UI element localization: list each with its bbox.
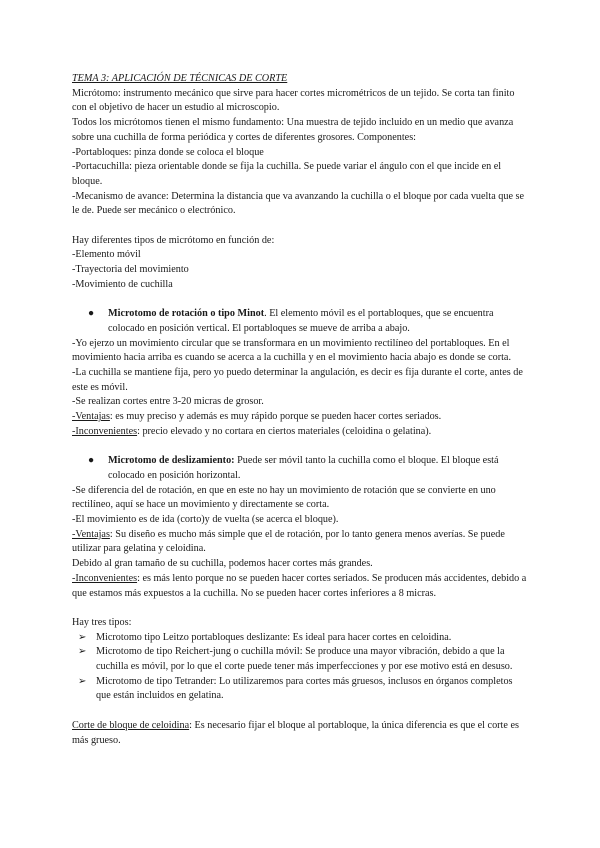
arrow-icon: ➢ xyxy=(78,631,87,643)
bullet-rotation: ● Microtomo de rotación o tipo Minot. El elemento móvil es el portabloques, que se encuentra colocado en posición vertical. El portabloques se mueve de arriba a abajo. xyxy=(88,308,494,334)
component-line: -Portacuchilla: pieza orientable donde se fija la cuchilla. Se puede variar el ángulo con el que incide en el bloque. xyxy=(72,161,502,187)
arrow-icon: ➢ xyxy=(78,646,87,658)
list-line: -Movimiento de cuchilla xyxy=(72,278,173,290)
section-heading: Microtomo de deslizamiento: xyxy=(108,455,235,467)
ventajas-line: -Ventajas: es muy preciso y además es muy rápido porque se pueden hacer cortes seriados. xyxy=(72,411,442,423)
paragraph: -Se realizan cortes entre 3-20 micras de grosor. xyxy=(72,396,264,408)
inconvenientes-line: -Inconvenientes: es más lento porque no se pueden hacer cortes seriados. Se producen más accidentes, debido a que estamos más expuestos a la cuchilla. No se pueden hacer cortes inferiores a 8 micras. xyxy=(72,572,527,599)
bullet-sliding: ● Microtomo de deslizamiento: Puede ser móvil tanto la cuchilla como el bloque. El bloque está colocado en posición horizontal. xyxy=(88,455,499,481)
spacer xyxy=(72,440,528,455)
spacer xyxy=(72,293,528,308)
paragraph: Hay tres tipos: xyxy=(72,616,132,628)
paragraph: Todos los micrótomos tienen el mismo fundamento: Una muestra de tejido incluido en un medio que avanza sobre una cuchilla de forma periódica y cortes de diferentes grosores. Componentes: xyxy=(72,117,514,143)
spacer xyxy=(72,704,528,719)
ventajas-line: -Ventajas: Su diseño es mucho más simple que el de rotación, por lo tanto genera menos averías. Se puede utilizar para gelatina y celoidina. xyxy=(72,528,505,555)
spacer xyxy=(72,601,528,616)
list-item: ➢ Microtomo de tipo Reichert-jung o cuchilla móvil: Se produce una mayor vibración, debido a que la cuchilla es móvil, por lo que el corte puede tener más imperfecciones y por ese motivo está en desuso. xyxy=(78,646,513,673)
bullet-icon: ● xyxy=(88,455,95,467)
component-line: -Portabloques: pinza donde se coloca el bloque xyxy=(72,146,264,158)
bullet-icon: ● xyxy=(88,308,95,320)
paragraph: Hay diferentes tipos de micrótomo en función de: xyxy=(72,234,275,246)
document-page xyxy=(72,72,528,748)
paragraph: -La cuchilla se mantiene fija, pero yo puedo determinar la angulación, es decir es fija durante el corte, antes de este es móvil. xyxy=(72,367,523,393)
paragraph: -Yo ejerzo un movimiento circular que se transformara en un movimiento rectilíneo del portabloques. En el movimiento hacia arriba es cuando se acerca a la cuchilla y en el movimiento hacia abajo es donde se corta. xyxy=(72,337,512,364)
inconvenientes-line: -Inconvenientes: precio elevado y no cortara en ciertos materiales (celoidina o gelatina). xyxy=(72,425,432,437)
paragraph: -El movimiento es de ida (corto)y de vuelta (se acerca el bloque). xyxy=(72,514,339,526)
spacer xyxy=(72,219,528,234)
arrow-icon: ➢ xyxy=(78,675,87,687)
section-heading: Microtomo de rotación o tipo Minot xyxy=(108,308,265,320)
component-line: -Mecanismo de avance: Determina la distancia que va avanzando la cuchilla o el bloque por cada vuelta que se le de. Puede ser mecánico o electrónico. xyxy=(72,190,525,217)
list-line: -Trayectoria del movimiento xyxy=(72,264,189,276)
list-line: -Elemento móvil xyxy=(72,249,141,261)
list-item: ➢ Microtomo tipo Leitzo portabloques deslizante: Es ideal para hacer cortes en celoidina. xyxy=(72,631,528,646)
celoidina-line: Corte de bloque de celoidina: Es necesario fijar el bloque al portabloque, la única diferencia es que el corte es más grueso. xyxy=(72,719,519,746)
paragraph: -Se diferencia del de rotación, en que en este no hay un movimiento de rotación que se convierte en uno rectilíneo, aquí se hace un movimiento y directamente se corta. xyxy=(72,484,496,511)
page-title: TEMA 3: APLICACIÓN DE TÉCNICAS DE CORTE xyxy=(72,73,288,84)
paragraph: Debido al gran tamaño de su cuchilla, podemos hacer cortes más grandes. xyxy=(72,558,373,570)
list-item: ➢ Microtomo de tipo Tetrander: Lo utilizaremos para cortes más gruesos, inclusos en órganos completos que están incluidos en gelatina. xyxy=(78,675,513,702)
paragraph: Micrótomo: instrumento mecánico que sirve para hacer cortes micrométricos de un tejido. Se corta tan finito con el objetivo de hacer un estudio al microscopio. xyxy=(72,87,515,114)
